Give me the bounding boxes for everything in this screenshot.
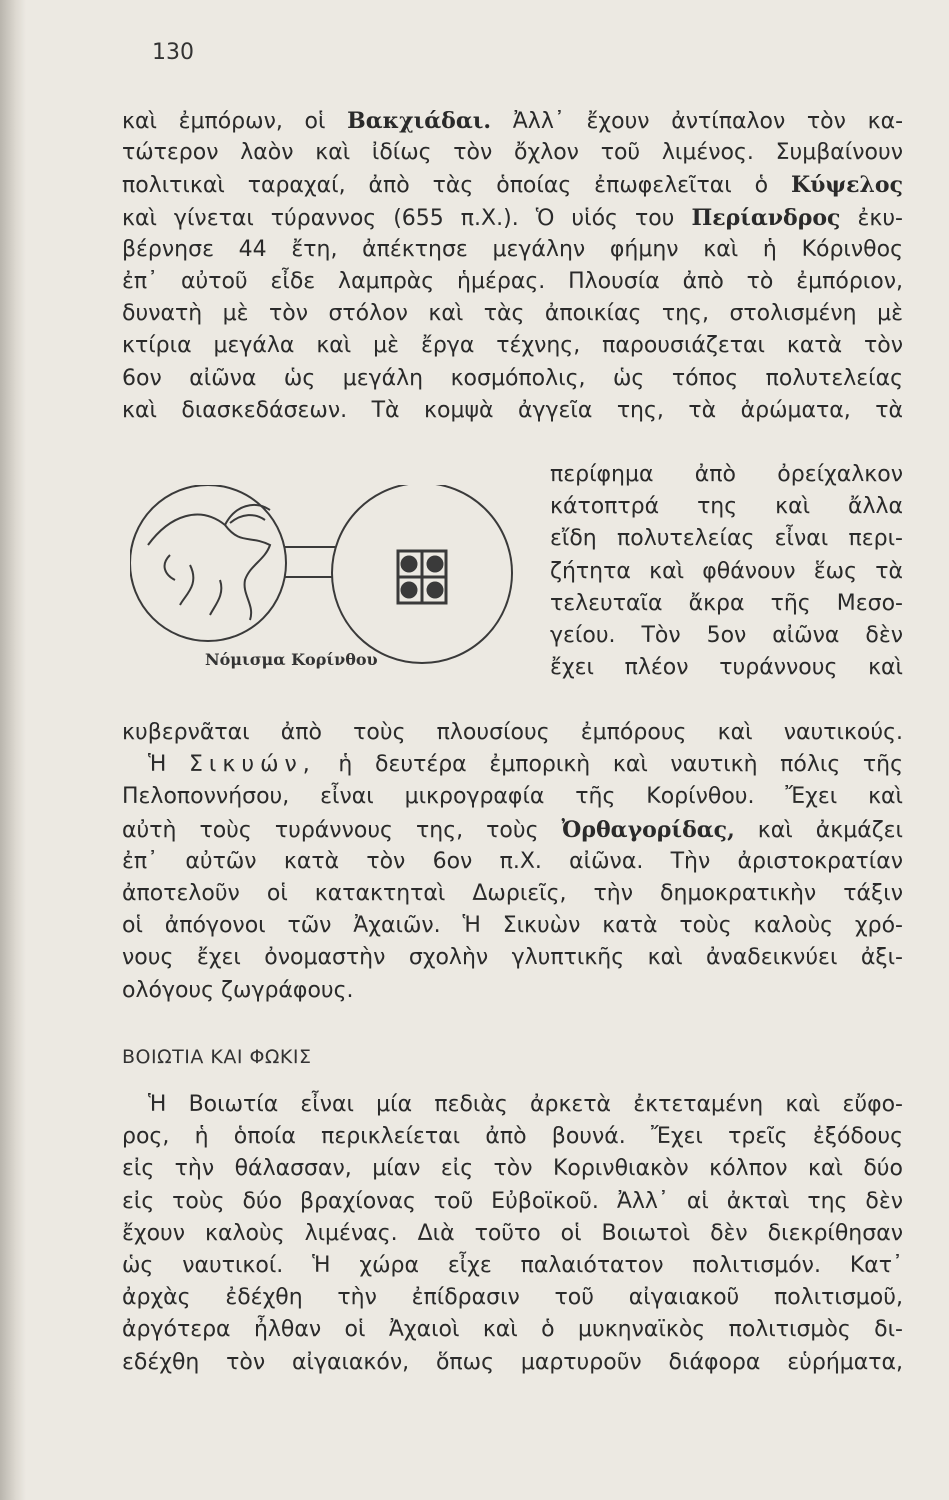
text-line: εἰς τὴν θάλασσαν, μίαν εἰς τὸν Κορινθιακὸν κόλπον καὶ δύο [122, 1156, 903, 1182]
incuse-square-icon [398, 551, 446, 603]
text-line: περίφημα ἀπὸ ὀρείχαλκον [550, 462, 903, 487]
text-line: ἔχουν καλοὺς λιμένας. Διὰ τοῦτο οἱ Βοιωτοὶ δὲν διεκρίθησαν [122, 1220, 903, 1246]
text-line: Ἡ Σικυών, ἡ δευτέρα ἐμπορικὴ καὶ ναυτικὴ πόλις τῆς [148, 752, 903, 778]
text-line: καὶ γίνεται τύραννος (655 π.Χ.). Ὁ υἱός του Περίανδρος ἐκυ- [122, 204, 903, 231]
wrapped-paragraph [550, 459, 903, 684]
text-line: ἔχει πλέον τυράννους καὶ [550, 655, 903, 681]
text-line: εἴδη πολυτελείας εἶναι περι- [550, 526, 903, 552]
coin-connector [284, 547, 335, 577]
page-binding-shadow [0, 0, 26, 1500]
text-line: οἱ ἀπόγονοι τῶν Ἀχαιῶν. Ἡ Σικυὼν κατὰ τοὺς καλοὺς χρό- [122, 913, 903, 939]
bold-term: Βακχιάδαι. [347, 108, 492, 134]
text-line: γείου. Τὸν 5ον αἰῶνα δὲν [550, 622, 903, 648]
text-line: ἐπ᾽ αὐτοῦ εἶδε λαμπρὰς ἡμέρας. Πλουσία ἀπὸ τὸ ἐμπόριον, [122, 268, 903, 294]
coin-obverse [130, 485, 286, 641]
figure-caption: Νόμισμα Κορίνθου [205, 650, 378, 669]
text-line: δυνατὴ μὲ τὸν στόλον καὶ τὰς ἀποικίας της, στολισμένη μὲ [122, 301, 903, 327]
text-line: ολόγους ζωγράφους. [122, 977, 354, 1003]
text-line: τώτερον λαὸν καὶ ἰδίως τὸν ὄχλον τοῦ λιμένος. Συμβαίνουν [122, 140, 903, 166]
pegasus-icon [148, 515, 270, 620]
text-line: κυβερνᾶται ἀπὸ τοὺς πλουσίους ἐμπόρους καὶ ναυτικούς. [122, 720, 903, 745]
text-line: ἀρχὰς ἐδέχθη τὴν ἐπίδρασιν τοῦ αἰγαιακοῦ πολιτισμοῦ, [122, 1285, 903, 1311]
text-line: καὶ ἐμπόρων, οἱ Βακχιάδαι. Ἀλλ᾽ ἔχουν ἀντίπαλον τὸν κα- [122, 108, 904, 134]
text-line: ἀποτελοῦν οἱ κατακτηταὶ Δωριεῖς, τὴν δημοκρατικὴν τάξιν [122, 880, 903, 906]
text-line: ζήτητα καὶ φθάνουν ἕως τὰ [550, 558, 903, 584]
text-line: ἐπ᾽ αὐτῶν κατὰ τὸν 6ον π.Χ. αἰῶνα. Τὴν ἀριστοκρατίαν [122, 848, 903, 874]
text-line: καὶ διασκεδάσεων. Τὰ κομψὰ ἀγγεῖα της, τὰ ἀρώματα, τὰ [122, 397, 903, 423]
text-line: Ἡ Βοιωτία εἶναι μία πεδιὰς ἀρκετὰ ἐκτεταμένη καὶ εὔφο- [148, 1092, 903, 1117]
paragraph-sicyon [122, 717, 903, 1007]
text-line: νους ἔχει ὀνομαστὴν σχολὴν γλυπτικῆς καὶ ἀναδεικνύει ἀξι- [122, 945, 903, 971]
text-line: βέρνησε 44 ἔτη, ἀπέκτησε μεγάλην φήμην καὶ ἡ Κόρινθος [122, 236, 903, 262]
text-line: τελευταῖα ἄκρα τῆς Μεσο- [550, 590, 903, 616]
section-heading: ΒΟΙΩΤΙΑ ΚΑΙ ΦΩΚΙΣ [122, 1046, 312, 1068]
text-line: εἰς τοὺς δύο βραχίονας τοῦ Εὐβοϊκοῦ. Ἀλλ᾽ αἱ ἀκταὶ της δὲν [122, 1188, 903, 1214]
text-line: 6ον αἰῶνα ὡς μεγάλη κοσμόπολις, ὡς τόπος πολυτελείας [122, 365, 903, 391]
text-line: κάτοπτρά της καὶ ἄλλα [550, 494, 903, 520]
text-line: κτίρια μεγάλα καὶ μὲ ἔργα τέχνης, παρουσιάζεται κατὰ τὸν [122, 333, 903, 359]
spaced-term: Σικυών, [189, 752, 316, 778]
bold-term: Περίανδρος [691, 204, 841, 231]
text-line: ὡς ναυτικοί. Ἡ χώρα εἶχε παλαιότατον πολιτισμόν. Κατ᾽ [122, 1252, 903, 1278]
text-line: πολιτικαὶ ταραχαί, ἀπὸ τὰς ὁποίας ἐπωφελεῖται ὁ Κύψελος [122, 172, 903, 199]
bold-term: Κύψελος [791, 172, 903, 199]
paragraph-boeotia [122, 1089, 903, 1379]
text-line: ἀργότερα ἦλθαν οἱ Ἀχαιοὶ καὶ ὁ μυκηναϊκὸς πολιτισμὸς δι- [122, 1317, 903, 1343]
paragraph-corinth [122, 105, 903, 427]
text-line: εδέχθη τὸν αἰγαιακόν, ὅπως μαρτυροῦν διάφορα εὑρήματα, [122, 1349, 903, 1375]
text-line: ρος, ἡ ὁποία περικλείεται ἀπὸ βουνά. Ἔχει τρεῖς ἐξόδους [122, 1124, 903, 1150]
text-line: Πελοποννήσου, εἶναι μικρογραφία τῆς Κορίνθου. Ἔχει καὶ [122, 784, 903, 810]
bold-term: Ὀρθαγορίδας, [561, 816, 735, 843]
text-line: αὐτὴ τοὺς τυράννους της, τοὺς Ὀρθαγορίδας, καὶ ἀκμάζει [122, 816, 904, 843]
page-number: 130 [152, 40, 194, 65]
